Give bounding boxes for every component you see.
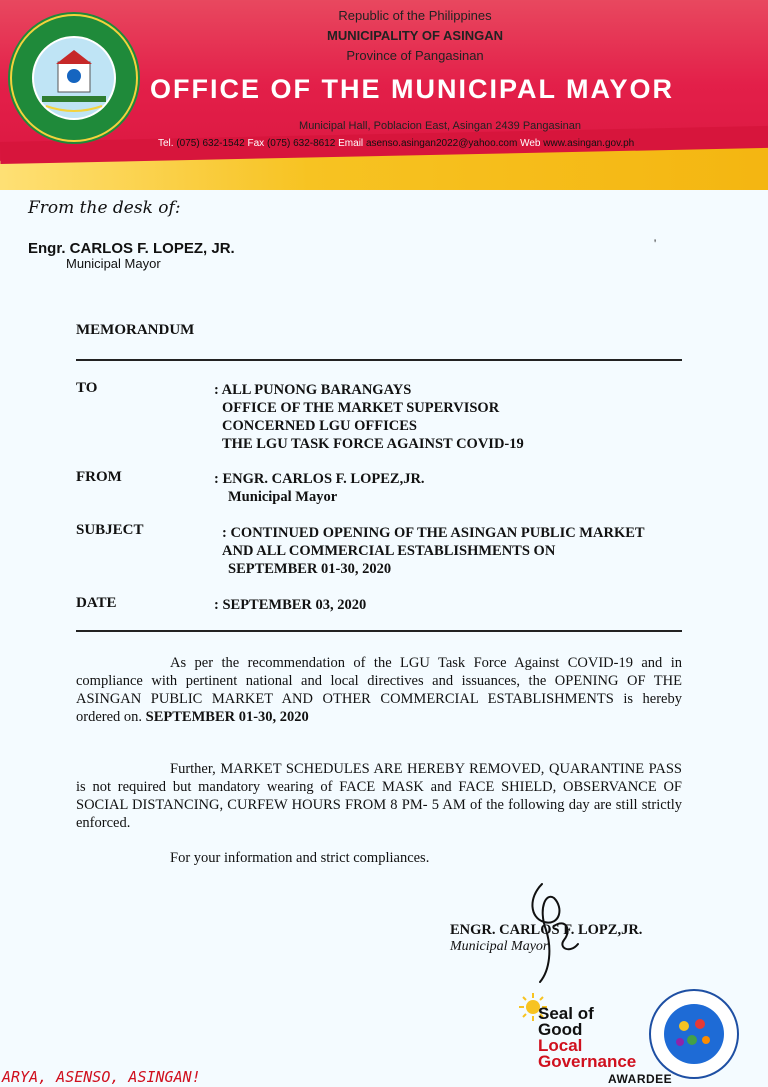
seal-of-good-local-governance-logo bbox=[520, 992, 650, 1072]
office-address: Municipal Hall, Poblacion East, Asingan 2439 Pangasinan bbox=[299, 120, 581, 132]
sgl-line-4: Governance bbox=[538, 1052, 637, 1071]
paragraph-3: For your information and strict compliances. bbox=[170, 850, 430, 866]
fax-label: Fax bbox=[247, 138, 265, 149]
email-label: Email bbox=[338, 138, 364, 149]
to-line-2: OFFICE OF THE MARKET SUPERVISOR bbox=[222, 400, 500, 416]
tel-number: (075) 632-1542 bbox=[176, 138, 245, 149]
to-line-3: CONCERNED LGU OFFICES bbox=[222, 418, 417, 434]
from-the-desk-label: From the desk of: bbox=[28, 198, 181, 218]
paragraph-1-text: As per the recommendation of the LGU Task Force Against COVID-19 and in compliance with pertinent national and local directives and issuances, the OPENING OF THE ASINGAN PUBLIC MARKET AND OTHER COMMERCIAL ESTABLISHMENTS is hereby ordered on. bbox=[76, 655, 682, 725]
signatory-title: Municipal Mayor bbox=[450, 939, 549, 954]
paragraph-1-date: SEPTEMBER 01-30, 2020 bbox=[145, 709, 309, 725]
fax-number: (075) 632-8612 bbox=[266, 138, 336, 149]
subject-line-3: SEPTEMBER 01-30, 2020 bbox=[228, 561, 392, 577]
province-line: Province of Pangasinan bbox=[346, 48, 484, 63]
memo-title: MEMORANDUM bbox=[76, 322, 195, 338]
letterhead bbox=[0, 0, 768, 190]
desk-mayor-name: Engr. CARLOS F. LOPEZ, JR. bbox=[28, 240, 235, 257]
sgl-line-1: Seal of bbox=[538, 1004, 594, 1023]
from-line-1: : ENGR. CARLOS F. LOPEZ,JR. bbox=[214, 471, 425, 487]
awardee-label: AWARDEE bbox=[608, 1072, 673, 1086]
date-value: : SEPTEMBER 03, 2020 bbox=[214, 597, 367, 613]
date-label: DATE bbox=[76, 595, 117, 611]
stray-mark: ' bbox=[654, 236, 657, 250]
municipality-line: MUNICIPALITY OF ASINGAN bbox=[327, 28, 503, 43]
subject-label: SUBJECT bbox=[76, 522, 144, 538]
web-label: Web bbox=[520, 138, 541, 149]
to-line-4: THE LGU TASK FORCE AGAINST COVID-19 bbox=[222, 436, 524, 452]
signatory-name: ENGR. CARLOS F. LOPZ,JR. bbox=[450, 922, 643, 938]
child-friendly-governance-seal-logo bbox=[648, 988, 740, 1080]
from-line-2: Municipal Mayor bbox=[228, 489, 338, 505]
republic-line: Republic of the Philippines bbox=[338, 8, 492, 23]
subject-line-1: : CONTINUED OPENING OF THE ASINGAN PUBLIC MARKET bbox=[222, 525, 645, 541]
top-divider bbox=[76, 359, 682, 361]
from-label: FROM bbox=[76, 469, 122, 485]
tel-label: Tel. bbox=[158, 138, 174, 149]
contact-line bbox=[158, 138, 758, 149]
web-address: www.asingan.gov.ph bbox=[543, 138, 635, 149]
office-title: OFFICE OF THE MUNICIPAL MAYOR bbox=[150, 74, 675, 104]
to-line-1: : ALL PUNONG BARANGAYS bbox=[214, 382, 412, 398]
sgl-line-3: Local bbox=[538, 1036, 583, 1055]
municipal-seal-logo bbox=[6, 10, 142, 146]
subject-line-2: AND ALL COMMERCIAL ESTABLISHMENTS ON bbox=[222, 543, 556, 559]
sgl-line-2: Good bbox=[538, 1020, 583, 1039]
paragraph-1 bbox=[76, 654, 682, 726]
bottom-divider bbox=[76, 630, 682, 632]
email-address: asenso.asingan2022@yahoo.com bbox=[365, 138, 518, 149]
desk-mayor-title: Municipal Mayor bbox=[66, 256, 161, 271]
paragraph-2: Further, MARKET SCHEDULES ARE HEREBY REMOVED, QUARANTINE PASS is not required but mandatory wearing of FACE MASK and FACE SHIELD, OBSERVANCE OF SOCIAL DISTANCING, CURFEW HOURS FROM 8 PM- 5 AM of the following day are still strictly enforced. bbox=[76, 761, 682, 831]
to-label: TO bbox=[76, 380, 98, 396]
footer-motto: ARYA, ASENSO, ASINGAN! bbox=[2, 1068, 201, 1086]
